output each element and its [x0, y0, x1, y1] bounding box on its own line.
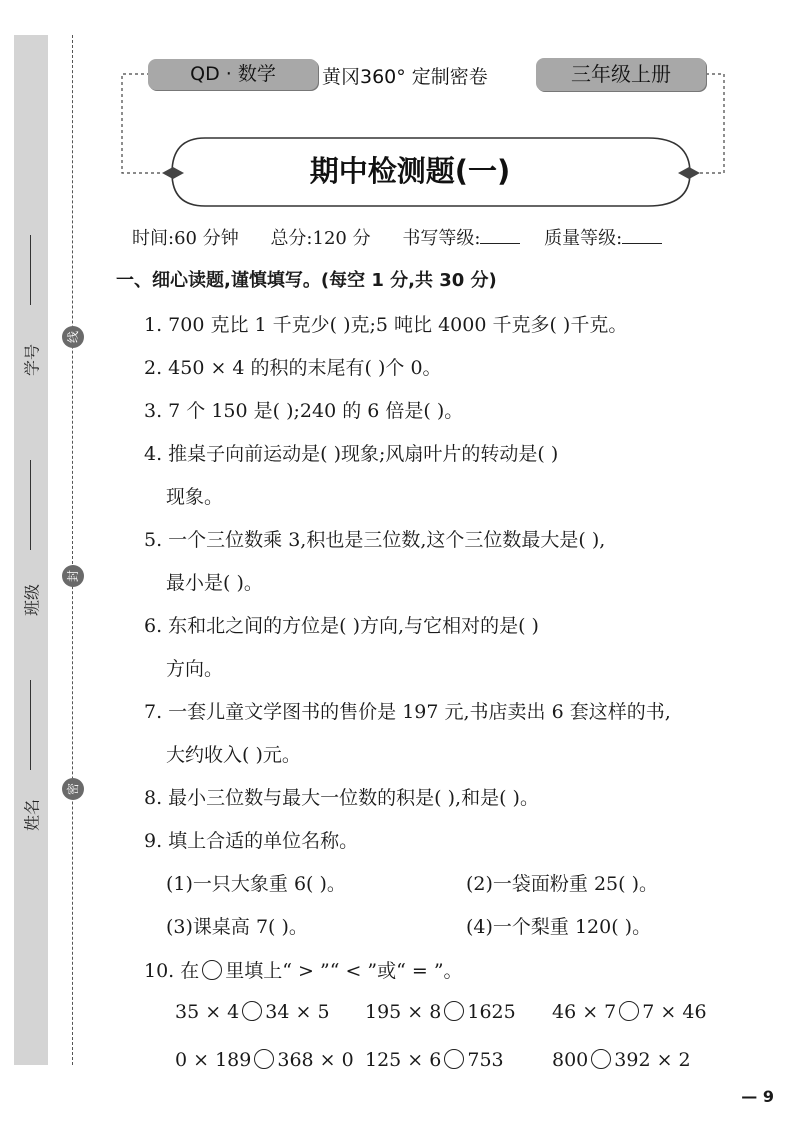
- compare-item: [175, 1001, 330, 1023]
- compare-circle[interactable]: [444, 1001, 464, 1021]
- question-10-prefix: 10. 在: [144, 960, 200, 982]
- cut-mark-seal: 封: [62, 565, 84, 587]
- question-1: 1. 700 克比 1 千克少( )克;5 吨比 4000 千克多( )千克。: [144, 314, 628, 336]
- quality-grade-blank[interactable]: [622, 227, 662, 244]
- question-9-4: (4)一个梨重 120( )。: [466, 916, 652, 938]
- compare-left: 0 × 189: [175, 1049, 252, 1071]
- compare-circle[interactable]: [444, 1049, 464, 1069]
- question-5: 5. 一个三位数乘 3,积也是三位数,这个三位数最大是( ),: [144, 529, 606, 551]
- compare-circle[interactable]: [242, 1001, 262, 1021]
- compare-right: 392 × 2: [614, 1049, 691, 1071]
- circle-icon: [202, 960, 222, 980]
- compare-right: 7 × 46: [642, 1001, 707, 1023]
- page-number: — 9: [741, 1087, 774, 1106]
- compare-right: 1625: [467, 1001, 516, 1023]
- student-id-label: 学号: [22, 343, 42, 377]
- question-4: 4. 推桌子向前运动是( )现象;风扇叶片的转动是( ): [144, 443, 559, 465]
- exam-info: [132, 224, 680, 250]
- cut-mark-secret: 密: [62, 778, 84, 800]
- question-7: 7. 一套儿童文学图书的售价是 197 元,书店卖出 6 套这样的书,: [144, 701, 671, 723]
- compare-left: 46 × 7: [552, 1001, 617, 1023]
- compare-left: 125 × 6: [365, 1049, 442, 1071]
- name-label: 姓名: [22, 798, 42, 832]
- compare-left: 35 × 4: [175, 1001, 240, 1023]
- quality-grade-label: 质量等级:: [544, 228, 623, 249]
- subject-pill: QD · 数学: [148, 59, 318, 90]
- question-9: 9. 填上合适的单位名称。: [144, 830, 359, 852]
- compare-right: 34 × 5: [265, 1001, 330, 1023]
- class-line: [30, 460, 31, 550]
- compare-circle[interactable]: [591, 1049, 611, 1069]
- compare-item: [552, 1049, 691, 1071]
- page-title: 期中检测题(一): [309, 154, 511, 188]
- compare-item: [365, 1049, 504, 1071]
- section-heading: 一、细心读题,谨慎填写。(每空 1 分,共 30 分): [116, 270, 497, 291]
- compare-item: [552, 1001, 707, 1023]
- name-line: [30, 680, 31, 770]
- compare-circle[interactable]: [254, 1049, 274, 1069]
- question-9-2: (2)一袋面粉重 25( )。: [466, 873, 658, 895]
- question-8: 8. 最小三位数与最大一位数的积是( ),和是( )。: [144, 787, 539, 809]
- compare-circle[interactable]: [619, 1001, 639, 1021]
- total-score: 总分:120 分: [270, 228, 371, 249]
- student-id-line: [30, 235, 31, 305]
- question-10-suffix: 里填上“ > ”“ < ”或“ = ”。: [225, 960, 463, 982]
- question-9-3: (3)课桌高 7( )。: [166, 916, 308, 938]
- compare-left: 195 × 8: [365, 1001, 442, 1023]
- compare-left: 800: [552, 1049, 589, 1071]
- question-2: 2. 450 × 4 的积的末尾有( )个 0。: [144, 357, 442, 379]
- compare-item: [175, 1049, 354, 1071]
- question-6: 6. 东和北之间的方位是( )方向,与它相对的是( ): [144, 615, 539, 637]
- question-4-cont: 现象。: [166, 486, 224, 508]
- question-3: 3. 7 个 150 是( );240 的 6 倍是( )。: [144, 400, 464, 422]
- question-10: [144, 956, 463, 983]
- class-label: 班级: [22, 583, 42, 617]
- time-limit: 时间:60 分钟: [132, 228, 239, 249]
- cut-mark-line: 线: [62, 326, 84, 348]
- compare-right: 368 × 0: [277, 1049, 354, 1071]
- compare-right: 753: [467, 1049, 504, 1071]
- writing-grade-label: 书写等级:: [402, 228, 481, 249]
- series-name: 黄冈360° 定制密卷: [322, 66, 488, 88]
- writing-grade-blank[interactable]: [480, 227, 520, 244]
- question-6-cont: 方向。: [166, 658, 224, 680]
- question-7-cont: 大约收入( )元。: [166, 744, 301, 766]
- compare-item: [365, 1001, 516, 1023]
- question-5-cont: 最小是( )。: [166, 572, 263, 594]
- grade-pill: 三年级上册: [536, 58, 706, 91]
- question-9-1: (1)一只大象重 6( )。: [166, 873, 346, 895]
